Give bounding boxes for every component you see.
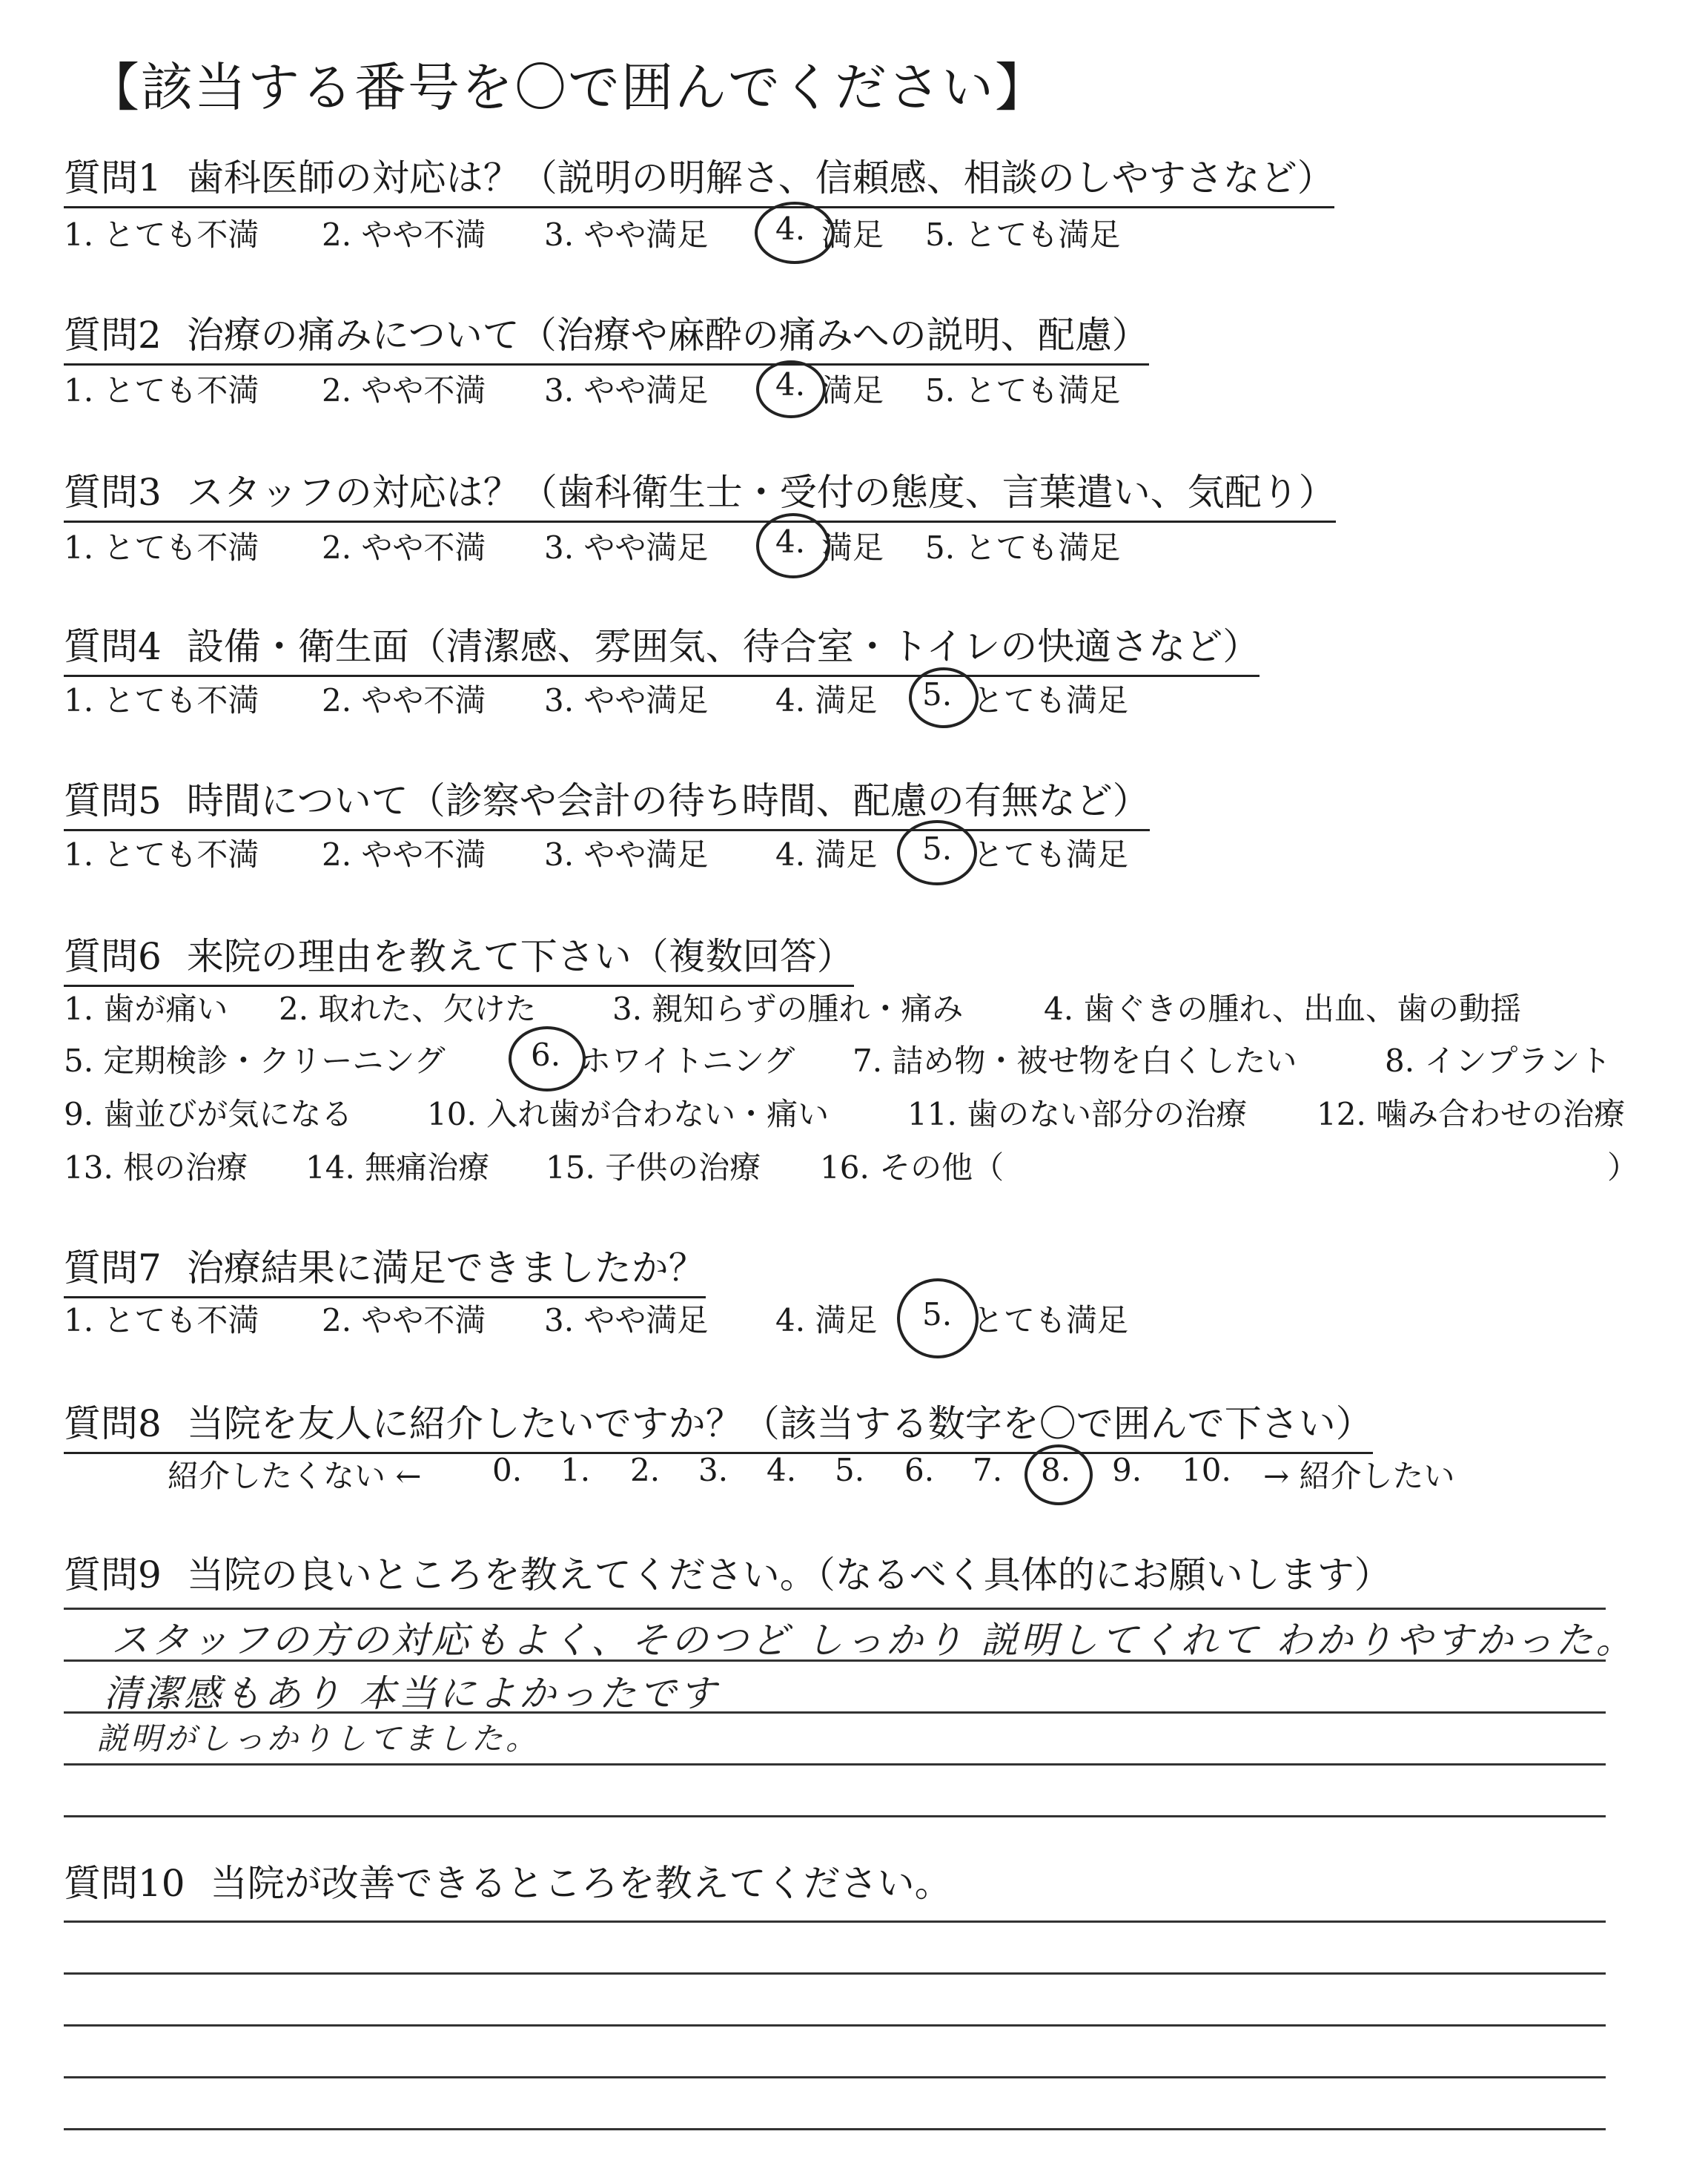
- question-text: 当院の良いところを教えてください。（なるべく具体的にお願いします）: [186, 1553, 1391, 1596]
- page-title: 【該当する番号を〇で囲んでください】: [87, 57, 1048, 118]
- question-2: [64, 305, 1149, 366]
- reason-16-close: ）: [1607, 1149, 1639, 1186]
- scale-right-label: → 紹介したい: [1263, 1458, 1455, 1494]
- reason-7[interactable]: 7. 詰め物・被せ物を白くしたい: [853, 1043, 1297, 1079]
- selection-circle: [897, 820, 977, 885]
- answer-options-q2: [64, 366, 1250, 411]
- answer-line: [64, 1972, 1606, 1975]
- question-1: [64, 148, 1334, 208]
- reason-16[interactable]: 16. その他（: [820, 1149, 1004, 1186]
- option-4-label: 満足: [821, 529, 884, 566]
- reason-15[interactable]: 15. 子供の治療: [546, 1149, 761, 1186]
- selection-circle: [755, 202, 835, 264]
- answer-options-q3: [64, 524, 1250, 568]
- question-text: 時間について（診察や会計の待ち時間、配慮の有無など）: [186, 779, 1150, 822]
- score-4[interactable]: 4.: [767, 1452, 797, 1488]
- option-2[interactable]: 2. やや不満: [322, 217, 486, 253]
- question-text: 当院が改善できるところを教えてください。: [210, 1862, 952, 1905]
- option-3[interactable]: 3. やや満足: [544, 217, 709, 253]
- recommend-scale: [64, 1452, 1621, 1496]
- option-2[interactable]: 2. やや不満: [322, 529, 486, 566]
- answer-line: [64, 1920, 1606, 1923]
- option-3[interactable]: 3. やや満足: [544, 682, 709, 719]
- score-5[interactable]: 5.: [835, 1452, 865, 1488]
- question-number: 質問6: [64, 935, 162, 978]
- reason-2[interactable]: 2. 取れた、欠けた: [279, 991, 537, 1027]
- reason-6-selected[interactable]: 6.: [531, 1037, 561, 1073]
- option-5-selected[interactable]: 5.: [922, 830, 953, 867]
- question-6: [64, 927, 854, 987]
- question-7: [64, 1238, 706, 1298]
- score-9[interactable]: 9.: [1112, 1452, 1142, 1488]
- option-1[interactable]: 1. とても不満: [64, 836, 259, 873]
- option-3[interactable]: 3. やや満足: [544, 836, 709, 873]
- selection-circle: [756, 513, 830, 578]
- question-number: 質問7: [64, 1246, 162, 1289]
- reason-9[interactable]: 9. 歯並びが気になる: [64, 1096, 353, 1132]
- question-5: [64, 771, 1150, 831]
- option-5[interactable]: 5. とても満足: [925, 529, 1121, 566]
- reason-14[interactable]: 14. 無痛治療: [305, 1149, 490, 1186]
- handwritten-answer-line-2: 清潔感もあり 本当によかったです: [104, 1672, 719, 1715]
- question-4: [64, 617, 1260, 677]
- selection-circle: [909, 667, 979, 728]
- option-3[interactable]: 3. やや満足: [544, 372, 709, 409]
- option-5[interactable]: 5. とても満足: [925, 372, 1121, 409]
- question-number: 質問8: [64, 1402, 162, 1445]
- question-number: 質問3: [64, 471, 162, 514]
- answer-line: [64, 1763, 1606, 1766]
- question-text: 歯科医師の対応は？（説明の明解さ、信頼感、相談のしやすさなど）: [186, 156, 1334, 199]
- question-text: 設備・衛生面（清潔感、雰囲気、待合室・トイレの快適さなど）: [186, 625, 1260, 668]
- option-2[interactable]: 2. やや不満: [322, 1302, 486, 1338]
- score-6[interactable]: 6.: [904, 1452, 935, 1488]
- answer-line: [64, 2076, 1606, 2078]
- question-text: 当院を友人に紹介したいですか？（該当する数字を〇で囲んで下さい）: [186, 1402, 1373, 1445]
- answer-options-q4: [64, 676, 1250, 721]
- question-number: 質問9: [64, 1553, 162, 1596]
- answer-line: [64, 2024, 1606, 2027]
- option-4-selected[interactable]: 4.: [775, 211, 806, 247]
- answer-line: [64, 1815, 1606, 1817]
- reason-8[interactable]: 8. インプラント: [1385, 1043, 1612, 1079]
- handwritten-answer-line-3: 説明がしっかりしてました。: [96, 1720, 540, 1757]
- option-1[interactable]: 1. とても不満: [64, 529, 259, 566]
- option-4-label: 満足: [821, 372, 884, 409]
- score-8-selected[interactable]: 8.: [1041, 1452, 1071, 1488]
- question-8: [64, 1394, 1373, 1454]
- option-4-selected[interactable]: 4.: [775, 524, 806, 560]
- handwritten-answer-line-1: スタッフの方の対応もよく、そのつど しっかり 説明してくれて わかりやすかった。: [111, 1619, 1636, 1662]
- question-number: 質問2: [64, 314, 162, 357]
- reason-13[interactable]: 13. 根の治療: [64, 1149, 248, 1186]
- reason-1[interactable]: 1. 歯が痛い: [64, 991, 228, 1027]
- option-1[interactable]: 1. とても不満: [64, 1302, 259, 1338]
- answer-line: [64, 2128, 1606, 2130]
- reason-11[interactable]: 11. 歯のない部分の治療: [907, 1096, 1248, 1132]
- option-5-selected[interactable]: 5.: [922, 676, 953, 713]
- question-text: 来院の理由を教えて下さい（複数回答）: [186, 935, 854, 978]
- option-4[interactable]: 4. 満足: [775, 682, 878, 719]
- reason-3[interactable]: 3. 親知らずの腫れ・痛み: [612, 991, 964, 1027]
- option-2[interactable]: 2. やや不満: [322, 682, 486, 719]
- answer-line: [64, 1608, 1606, 1610]
- option-3[interactable]: 3. やや満足: [544, 529, 709, 566]
- score-10[interactable]: 10.: [1182, 1452, 1231, 1488]
- selection-circle: [756, 360, 826, 418]
- selection-circle: [897, 1278, 979, 1358]
- option-5-selected[interactable]: 5.: [922, 1296, 953, 1332]
- selection-circle: [1025, 1444, 1093, 1505]
- option-5-label: とても満足: [973, 1302, 1129, 1338]
- score-2[interactable]: 2.: [630, 1452, 661, 1488]
- reason-4[interactable]: 4. 歯ぐきの腫れ、出血、歯の動揺: [1044, 991, 1521, 1027]
- answer-options-q5: [64, 830, 1250, 875]
- scale-left-label: 紹介したくない ←: [168, 1458, 422, 1494]
- question-9: [64, 1545, 1391, 1599]
- option-3[interactable]: 3. やや満足: [544, 1302, 709, 1338]
- reason-6-label: ホワイトニング: [580, 1043, 795, 1079]
- question-number: 質問4: [64, 625, 162, 668]
- question-number: 質問10: [64, 1862, 185, 1905]
- option-4-label: 満足: [821, 217, 884, 253]
- option-4[interactable]: 4. 満足: [775, 1302, 878, 1338]
- option-2[interactable]: 2. やや不満: [322, 836, 486, 873]
- reason-10[interactable]: 10. 入れ歯が合わない・痛い: [427, 1096, 830, 1132]
- score-0[interactable]: 0.: [492, 1452, 523, 1488]
- reason-5[interactable]: 5. 定期検診・クリーニング: [64, 1043, 446, 1079]
- score-3[interactable]: 3.: [698, 1452, 729, 1488]
- question-number: 質問1: [64, 156, 162, 199]
- question-text: 治療の痛みについて（治療や麻酔の痛みへの説明、配慮）: [186, 314, 1149, 357]
- score-1[interactable]: 1.: [560, 1452, 591, 1488]
- reason-options: [64, 985, 1695, 1207]
- question-number: 質問5: [64, 779, 162, 822]
- option-5-label: とても満足: [973, 836, 1129, 873]
- reason-12[interactable]: 12. 噛み合わせの治療: [1317, 1096, 1626, 1132]
- answer-options-q1: [64, 211, 1250, 255]
- option-5[interactable]: 5. とても満足: [925, 217, 1121, 253]
- question-text: 治療結果に満足できましたか？: [186, 1246, 706, 1289]
- option-1[interactable]: 1. とても不満: [64, 682, 259, 719]
- option-4[interactable]: 4. 満足: [775, 836, 878, 873]
- answer-options-q7: [64, 1296, 1250, 1341]
- option-1[interactable]: 1. とても不満: [64, 372, 259, 409]
- question-3: [64, 463, 1336, 523]
- option-5-label: とても満足: [973, 682, 1129, 719]
- selection-circle: [509, 1026, 586, 1091]
- score-7[interactable]: 7.: [973, 1452, 1003, 1488]
- question-10: [64, 1854, 952, 1907]
- question-text: スタッフの対応は？（歯科衛生士・受付の態度、言葉遣い、気配り）: [186, 471, 1336, 514]
- option-2[interactable]: 2. やや不満: [322, 372, 486, 409]
- option-4-selected[interactable]: 4.: [775, 366, 806, 403]
- option-1[interactable]: 1. とても不満: [64, 217, 259, 253]
